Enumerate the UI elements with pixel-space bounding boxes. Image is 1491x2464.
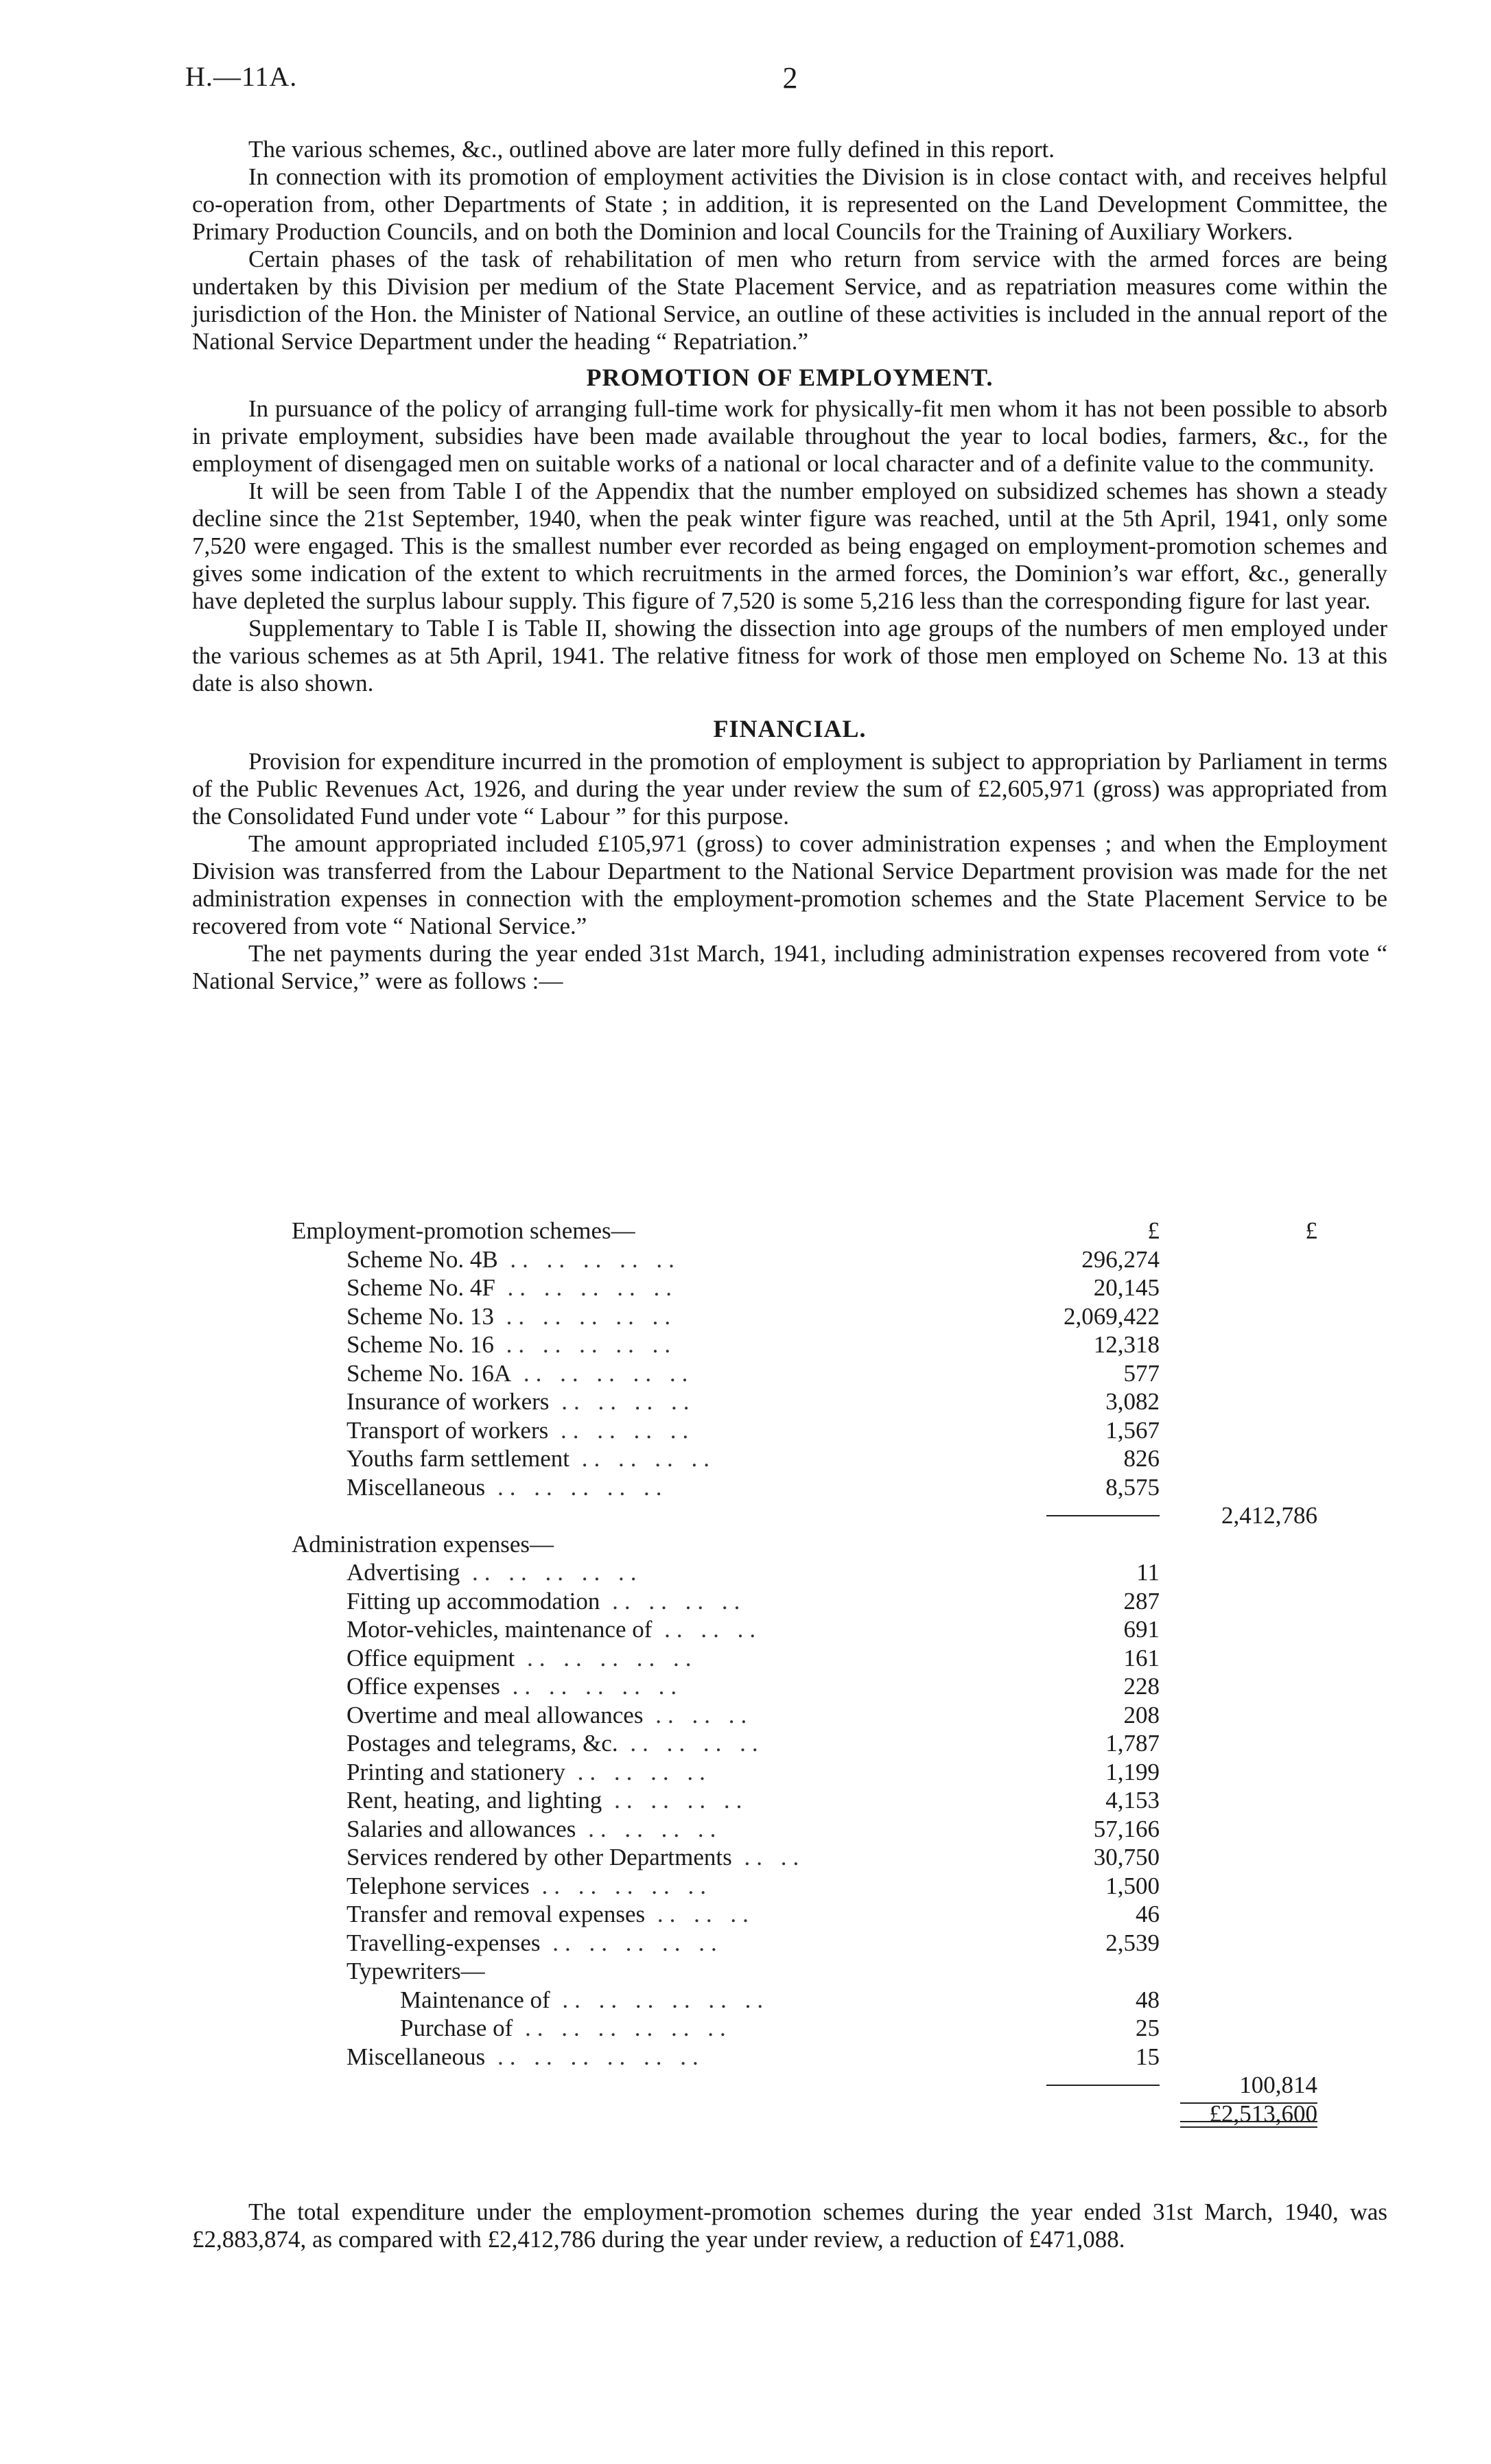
table-row: Motor-vehicles, maintenance of .. .. .. 691 — [347, 1616, 1160, 1643]
item-label: Motor-vehicles, maintenance of — [347, 1616, 653, 1643]
item-amount: 161 — [1123, 1644, 1160, 1671]
payments-lead-in: The net payments during the year ended 31st March, 1941, including administration expenses recovered from vote “ National Service,” were as follows :— — [192, 940, 1387, 994]
table-row: Miscellaneous .. .. .. .. .. 8,575 — [347, 1473, 1160, 1501]
item-amount: 15 — [1136, 2043, 1160, 2070]
table-row: Youths farm settlement .. .. .. .. 826 — [347, 1445, 1160, 1472]
table-row: Scheme No. 4F .. .. .. .. .. 20,145 — [347, 1274, 1160, 1301]
table-row: Scheme No. 16A .. .. .. .. .. 577 — [347, 1359, 1160, 1387]
item-label: Printing and stationery — [347, 1758, 565, 1785]
table-row: Fitting up accommodation .. .. .. .. 287 — [347, 1587, 1160, 1615]
item-amount: 826 — [1123, 1445, 1160, 1472]
item-label: Transfer and removal expenses — [347, 1901, 646, 1927]
payments-table — [292, 1217, 1317, 2128]
report-reference: H.—11A. — [185, 61, 298, 92]
table-row: Miscellaneous .. .. .. .. .. .. 15 — [347, 2043, 1160, 2070]
page-header — [185, 60, 1395, 102]
body-text — [192, 136, 1387, 995]
item-amount: 2,069,422 — [1064, 1302, 1160, 1330]
item-label: Travelling-expenses — [347, 1929, 541, 1956]
promotion-paragraph: In pursuance of the policy of arranging full-time work for physically-fit men whom it has not been possible to absorb in private employment, subsidies have been made available throughout the year to local bodies, farmers, &c., for the employment of disengaged men on suitable works of a national or local character and of a definite value to the community. — [192, 395, 1387, 477]
closing-text — [192, 2198, 1387, 2253]
currency-symbol: £ — [1147, 1217, 1160, 1244]
grand-total-row — [292, 2100, 1317, 2128]
item-amount: 208 — [1123, 1701, 1160, 1728]
item-label: Salaries and allowances — [347, 1815, 576, 1842]
table-row: Scheme No. 13 .. .. .. .. .. 2,069,422 — [347, 1302, 1160, 1330]
table-row: Salaries and allowances .. .. .. .. 57,166 — [347, 1815, 1160, 1842]
item-amount: 287 — [1123, 1587, 1160, 1615]
admin-heading: Administration expenses— — [292, 1530, 554, 1558]
item-label: Scheme No. 4F — [347, 1274, 495, 1301]
section-heading-financial: FINANCIAL. — [713, 715, 867, 742]
double-rule — [1180, 2121, 1317, 2128]
employment-heading: Employment-promotion schemes— — [292, 1217, 635, 1244]
table-row: Office equipment .. .. .. .. .. 161 — [347, 1644, 1160, 1671]
item-amount: 25 — [1136, 2015, 1160, 2041]
table-row: Rent, heating, and lighting .. .. .. .. 4,153 — [347, 1787, 1160, 1814]
currency-symbol: £ — [1305, 1217, 1317, 1244]
table-row — [292, 1530, 1317, 1559]
item-label: Purchase of — [400, 2015, 513, 2041]
item-label: Miscellaneous — [347, 2043, 486, 2070]
item-label: Telephone services — [347, 1872, 530, 1899]
item-label: Services rendered by other Departments — [347, 1844, 732, 1870]
item-label: Rent, heating, and lighting — [347, 1787, 602, 1814]
employment-total: 2,412,786 — [1221, 1502, 1317, 1529]
item-label: Scheme No. 13 — [347, 1302, 494, 1330]
table-row: Transfer and removal expenses .. .. .. 46 — [347, 1901, 1160, 1927]
table-row: Postages and telegrams, &c. .. .. .. .. 1,787 — [347, 1730, 1160, 1757]
item-label: Office expenses — [347, 1673, 500, 1700]
subtotal-row — [292, 2071, 1317, 2100]
item-amount: 3,082 — [1105, 1388, 1160, 1415]
section-heading-promotion: PROMOTION OF EMPLOYMENT. — [586, 364, 994, 391]
admin-total: 100,814 — [1239, 2072, 1317, 2098]
page-number: 2 — [782, 61, 798, 95]
item-label: Insurance of workers — [347, 1388, 550, 1415]
table-row — [292, 1217, 1317, 1245]
table-row: Transport of workers .. .. .. .. 1,567 — [347, 1416, 1160, 1444]
total-rule — [1180, 2102, 1317, 2104]
item-label: Advertising — [347, 1559, 460, 1586]
subtotal-rule — [1046, 1515, 1160, 1516]
table-row: Advertising .. .. .. .. .. 11 — [347, 1559, 1160, 1586]
item-amount: 2,539 — [1105, 1929, 1160, 1956]
typewriters-heading: Typewriters— — [347, 1958, 485, 1984]
promotion-paragraph: Supplementary to Table I is Table II, showing the dissection into age groups of the numbers of men employed under the various schemes as at 5th April, 1941. The relative fitness for work of those men employed on Scheme No. 13 at this date is also shown. — [192, 615, 1387, 696]
intro-paragraph: Certain phases of the task of rehabilitation of men who return from service with the armed forces are being undertaken by this Division per medium of the State Placement Service, and as repatriation measures come within the jurisdiction of the Hon. the Minister of National Service, an outline of these activities is included in the annual report of the National Service Department under the heading “ Repatriation.” — [192, 246, 1387, 355]
table-row: Printing and stationery .. .. .. .. 1,199 — [347, 1758, 1160, 1785]
item-amount: 46 — [1136, 1901, 1160, 1927]
item-label: Maintenance of — [400, 1986, 550, 2013]
item-amount: 1,500 — [1105, 1872, 1160, 1899]
table-row — [292, 1957, 1317, 1986]
item-amount: 577 — [1123, 1359, 1160, 1387]
table-row: Office expenses .. .. .. .. .. 228 — [347, 1673, 1160, 1700]
item-label: Scheme No. 16 — [347, 1331, 494, 1358]
item-amount: 30,750 — [1093, 1844, 1160, 1870]
grand-total: £2,513,600 — [1209, 2100, 1317, 2127]
item-amount: 1,199 — [1105, 1758, 1160, 1785]
financial-paragraph: The amount appropriated included £105,971 (gross) to cover administration expenses ; and when the Employment Division was transferred from the Labour Department to the National Service Department provision was made for the net administration expenses in connection with the employment-promotion schemes and the State Placement Service to be recovered from vote “ National Service.” — [192, 830, 1387, 939]
item-label: Fitting up accommodation — [347, 1587, 600, 1615]
item-amount: 691 — [1123, 1616, 1160, 1643]
item-label: Office equipment — [347, 1644, 515, 1671]
subtotal-rule — [1046, 2085, 1160, 2086]
item-label: Miscellaneous — [347, 1473, 486, 1501]
table-row: Services rendered by other Departments .. .. 30,750 — [347, 1844, 1160, 1870]
item-label: Overtime and meal allowances — [347, 1701, 644, 1728]
closing-paragraph: The total expenditure under the employment-promotion schemes during the year ended 31st March, 1940, was £2,883,874, as compared with £2,412,786 during the year under review, a reduction of £471,088. — [192, 2198, 1387, 2253]
item-amount: 20,145 — [1093, 1274, 1160, 1301]
subtotal-row — [292, 1501, 1317, 1530]
item-amount: 228 — [1123, 1673, 1160, 1700]
financial-paragraph: Provision for expenditure incurred in the promotion of employment is subject to appropriation by Parliament in terms of the Public Revenues Act, 1926, and during the year under review the sum of £2,605,971 (gross) was appropriated from the Consolidated Fund under vote “ Labour ” for this purpose. — [192, 748, 1387, 830]
table-row: Overtime and meal allowances .. .. .. 208 — [347, 1701, 1160, 1728]
item-amount: 1,567 — [1105, 1416, 1160, 1444]
table-row: Maintenance of .. .. .. .. .. .. 48 — [400, 1986, 1160, 2013]
item-amount: 4,153 — [1105, 1787, 1160, 1814]
item-amount: 12,318 — [1093, 1331, 1160, 1358]
table-row: Insurance of workers .. .. .. .. 3,082 — [347, 1388, 1160, 1415]
table-row: Travelling-expenses .. .. .. .. .. 2,539 — [347, 1929, 1160, 1956]
item-label: Scheme No. 16A — [347, 1359, 512, 1387]
item-label: Transport of workers — [347, 1416, 549, 1444]
item-amount: 11 — [1136, 1559, 1160, 1586]
table-row: Purchase of .. .. .. .. .. .. 25 — [400, 2015, 1160, 2041]
intro-paragraph: The various schemes, &c., outlined above are later more fully defined in this report. — [248, 136, 1055, 163]
item-label: Scheme No. 4B — [347, 1245, 498, 1273]
item-amount: 48 — [1136, 1986, 1160, 2013]
item-amount: 8,575 — [1105, 1473, 1160, 1501]
item-label: Youths farm settlement — [347, 1445, 570, 1472]
table-row: Scheme No. 4B .. .. .. .. .. 296,274 — [347, 1245, 1160, 1273]
item-label: Postages and telegrams, &c. — [347, 1730, 618, 1757]
intro-paragraph: In connection with its promotion of employment activities the Division is in close contact with, and receives helpful co-operation from, other Departments of State ; in addition, it is represented on the Land Development Committee, the Primary Production Councils, and on both the Dominion and local Councils for the Training of Auxiliary Workers. — [192, 163, 1387, 245]
promotion-paragraph: It will be seen from Table I of the Appendix that the number employed on subsidized schemes has shown a steady decline since the 21st September, 1940, when the peak winter figure was reached, until at the 5th April, 1941, only some 7,520 were engaged. This is the smallest number ever recorded as being engaged on employment-promotion schemes and gives some indication of the extent to which recruitments in the armed forces, the Dominion’s war effort, &c., generally have depleted the surplus labour supply. This figure of 7,520 is some 5,216 less than the corresponding figure for last year. — [192, 478, 1387, 614]
item-amount: 296,274 — [1081, 1245, 1160, 1273]
item-amount: 1,787 — [1105, 1730, 1160, 1757]
item-amount: 57,166 — [1093, 1815, 1160, 1842]
table-row: Scheme No. 16 .. .. .. .. .. 12,318 — [347, 1331, 1160, 1358]
table-row: Telephone services .. .. .. .. .. 1,500 — [347, 1872, 1160, 1899]
